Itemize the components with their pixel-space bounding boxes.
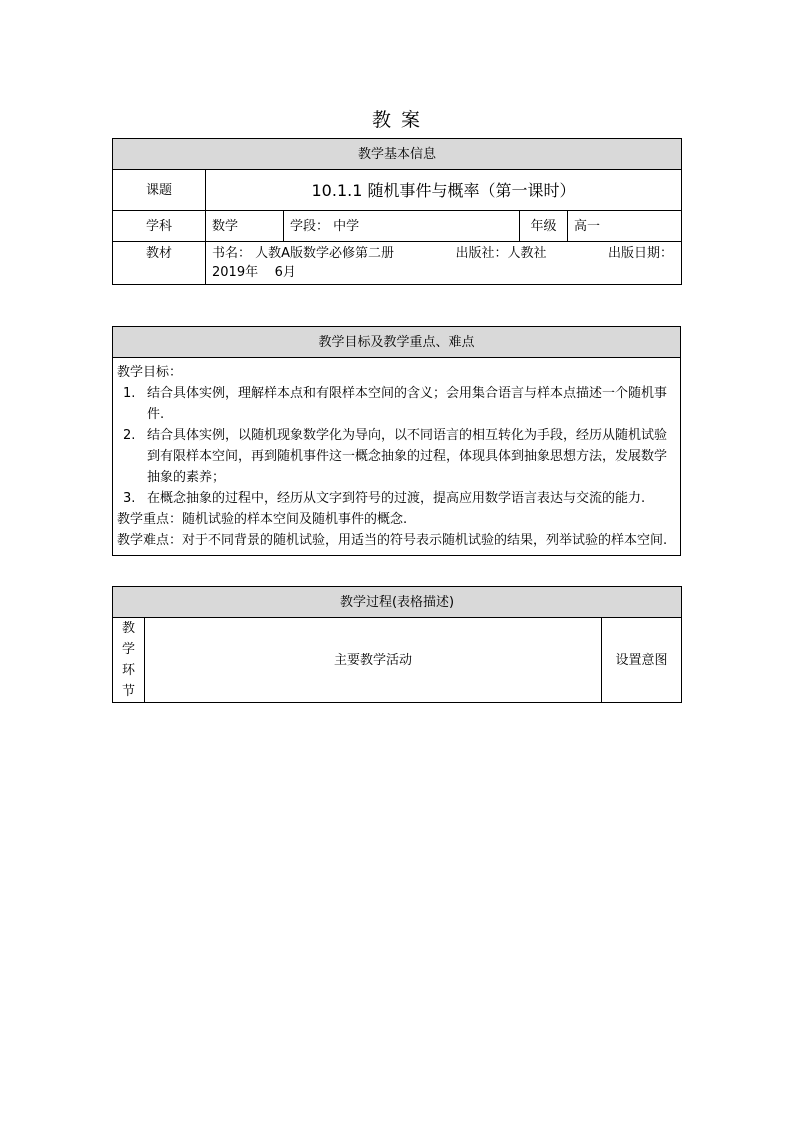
stage-char: 学 <box>121 642 135 657</box>
basic-info-header: 教学基本信息 <box>113 139 682 170</box>
key-point: 教学重点：随机试验的样本空间及随机事件的概念. <box>117 512 408 527</box>
goal-text: 结合具体实例，以随机现象数学化为导向，以不同语言的相互转化为手段，经历从随机试验到有限样本空间，再到随机事件这一概念抽象的过程，体现具体到抽象思想方法，发展数学抽象的素养； <box>147 428 668 485</box>
main-activities-label: 主要教学活动 <box>145 618 602 703</box>
document-title: 教 案 <box>371 109 423 131</box>
goals-intro: 教学目标： <box>117 365 183 380</box>
goal-number: 3. <box>123 491 136 506</box>
process-table <box>112 586 682 703</box>
goal-text: 在概念抽象的过程中，经历从文字到符号的过渡，提高应用数学语言表达与交流的能力. <box>147 491 646 506</box>
goal-text: 结合具体实例，理解样本点和有限样本空间的含义；会用集合语言与样本点描述一个随机事件. <box>147 386 668 422</box>
goal-item <box>117 383 676 425</box>
goal-number: 1. <box>123 386 136 401</box>
stage-char: 环 <box>121 663 135 678</box>
grade-value: 高一 <box>568 211 682 242</box>
goals-table <box>112 326 681 556</box>
goal-number: 2. <box>123 428 136 443</box>
topic-label: 课题 <box>113 170 206 211</box>
stage-text: 学段： 中学 <box>284 211 520 242</box>
stage-char: 教 <box>121 621 135 636</box>
difficulty: 教学难点：对于不同背景的随机试验，用适当的符号表示随机试验的结果，列举试验的样本空间. <box>117 533 668 548</box>
design-intent-label: 设置意图 <box>602 618 682 703</box>
textbook-info <box>206 242 682 285</box>
pub-date-label: 出版日期： <box>607 246 673 261</box>
goals-content <box>113 358 681 556</box>
publisher: 出版社：人教社 <box>455 246 547 261</box>
goals-header: 教学目标及教学重点、难点 <box>113 327 681 358</box>
process-stage-column <box>113 618 145 703</box>
goal-item <box>117 425 676 488</box>
textbook-label: 教材 <box>113 242 206 285</box>
stage-char: 节 <box>121 684 135 699</box>
subject-label: 学科 <box>113 211 206 242</box>
pub-date-value: 2019年 6月 <box>212 265 296 280</box>
book-name: 书名： 人教A版数学必修第二册 <box>212 246 395 261</box>
process-header: 教学过程(表格描述) <box>113 587 682 618</box>
topic-value: 10.1.1 随机事件与概率（第一课时） <box>206 170 682 211</box>
goal-item <box>117 488 676 509</box>
basic-info-table <box>112 138 682 285</box>
subject-value: 数学 <box>206 211 284 242</box>
grade-label: 年级 <box>520 211 568 242</box>
